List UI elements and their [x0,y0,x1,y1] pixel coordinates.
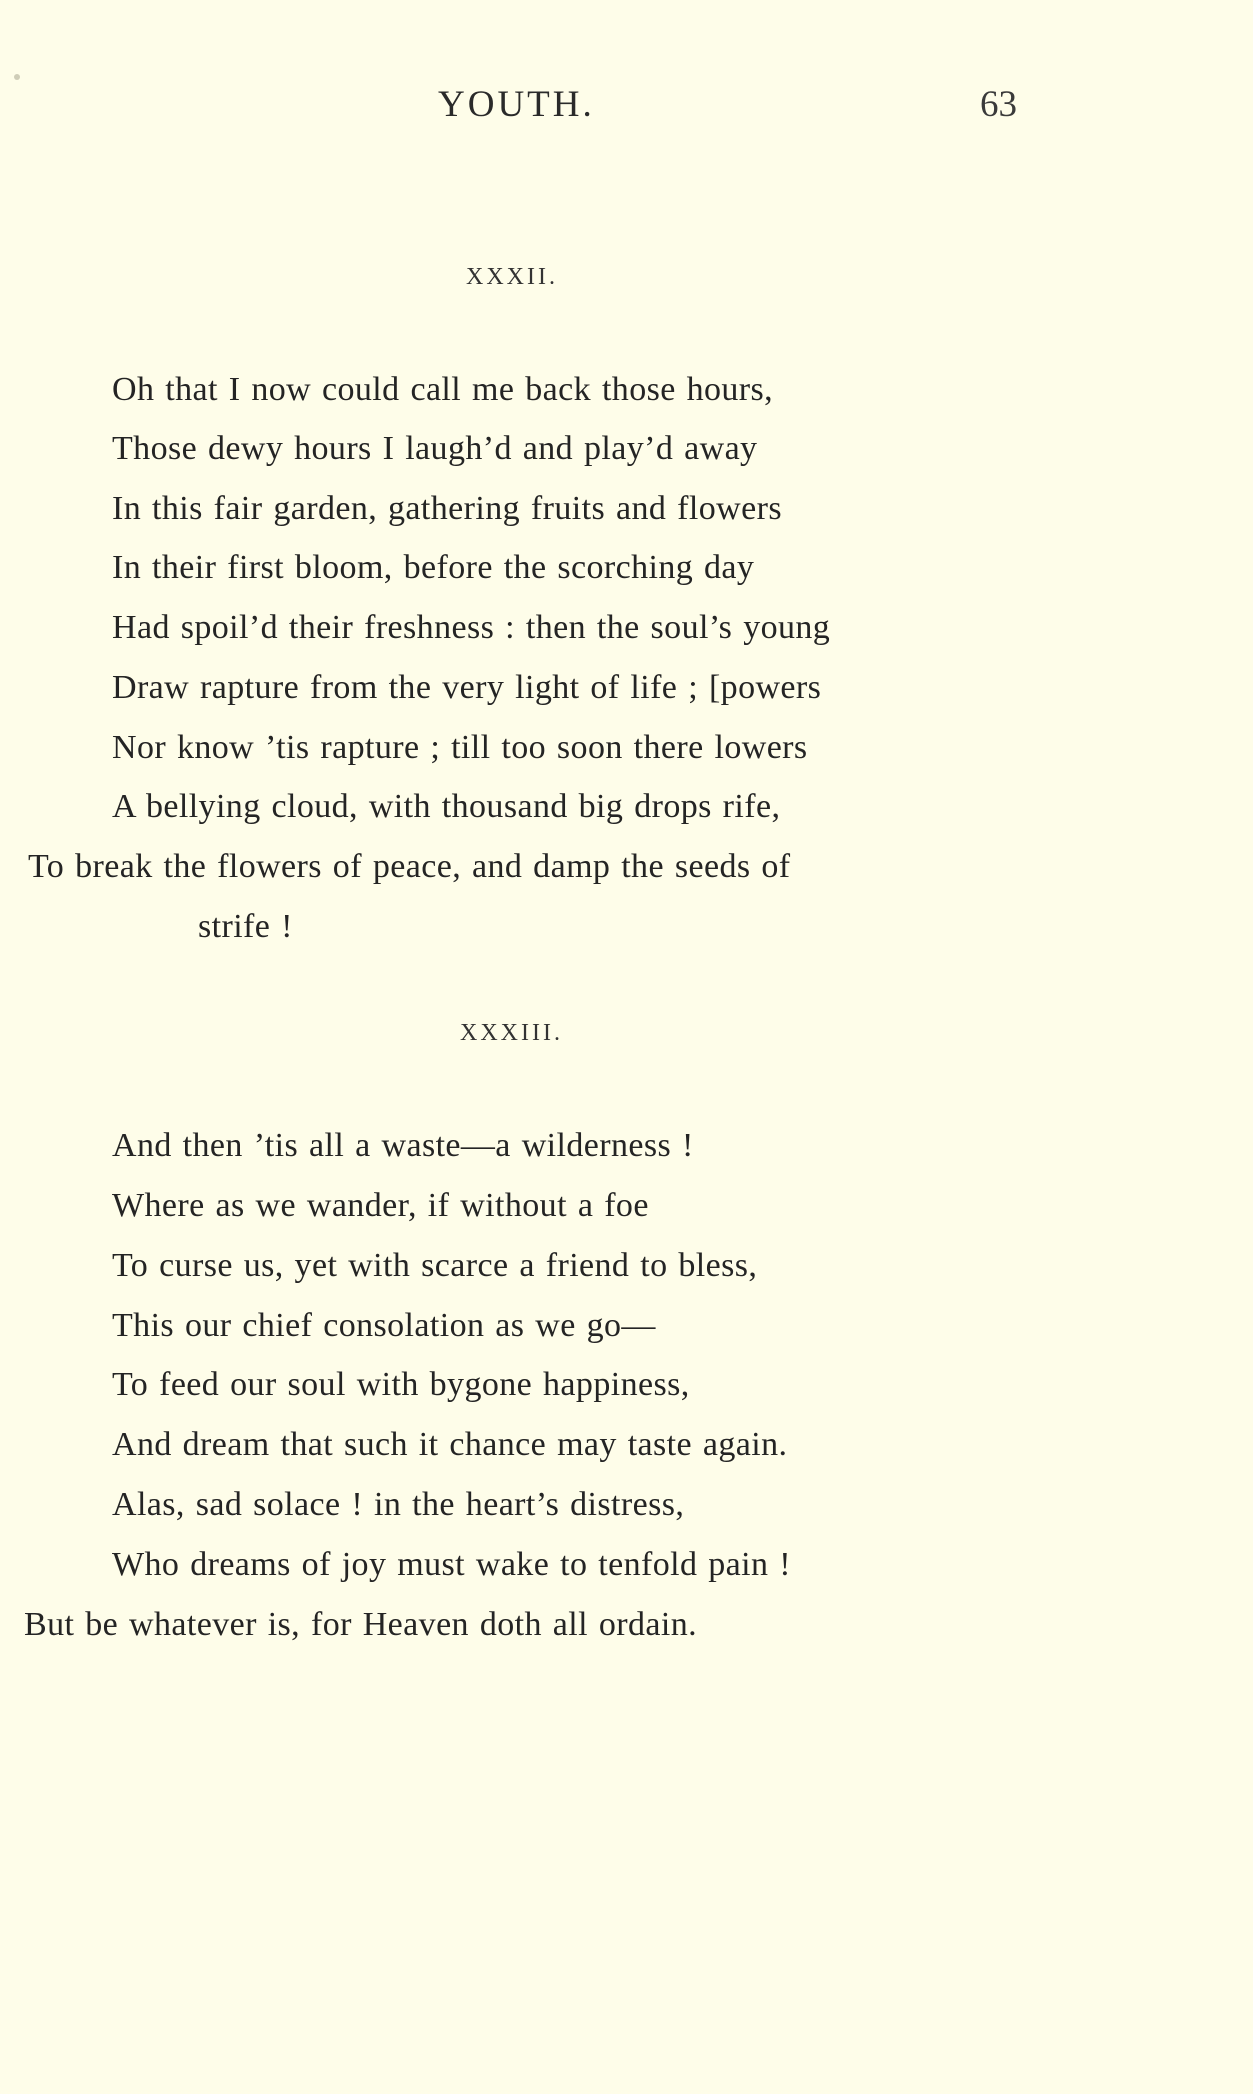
verse-line: Where as we wander, if without a foe [112,1187,649,1224]
page-number: 63 [980,84,1017,125]
verse-line: In their first bloom, before the scorching day [112,549,755,586]
verse-line: A bellying cloud, with thousand big drops rife, [112,788,781,825]
verse-line: Those dewy hours I laugh’d and play’d away [112,430,758,467]
stanza-number-xxxii: XXXII. [466,264,558,290]
verse-line: To feed our soul with bygone happiness, [112,1366,690,1403]
verse-line: But be whatever is, for Heaven doth all ordain. [24,1606,698,1643]
verse-line: Draw rapture from the very light of life ; [powers [112,669,822,706]
verse-line: And dream that such it chance may taste again. [112,1426,788,1463]
verse-line: Oh that I now could call me back those hours, [112,371,774,408]
verse-line: And then ’tis all a waste—a wilderness ! [112,1127,694,1164]
verse-line: This our chief consolation as we go— [112,1307,656,1344]
verse-line-turnover: strife ! [198,908,293,945]
verse-line: Nor know ’tis rapture ; till too soon there lowers [112,729,808,766]
verse-line: Had spoil’d their freshness : then the soul’s young [112,609,831,646]
verse-line: To curse us, yet with scarce a friend to bless, [112,1247,758,1284]
verse-line: To break the flowers of peace, and damp the seeds of [28,848,791,885]
verse-line: In this fair garden, gathering fruits and flowers [112,490,782,527]
stanza-number-xxxiii: XXXIII. [460,1020,563,1046]
running-head: YOUTH. [438,84,595,125]
verse-line: Who dreams of joy must wake to tenfold pain ! [112,1546,792,1583]
paper-speck [14,74,20,80]
verse-line: Alas, sad solace ! in the heart’s distress, [112,1486,685,1523]
